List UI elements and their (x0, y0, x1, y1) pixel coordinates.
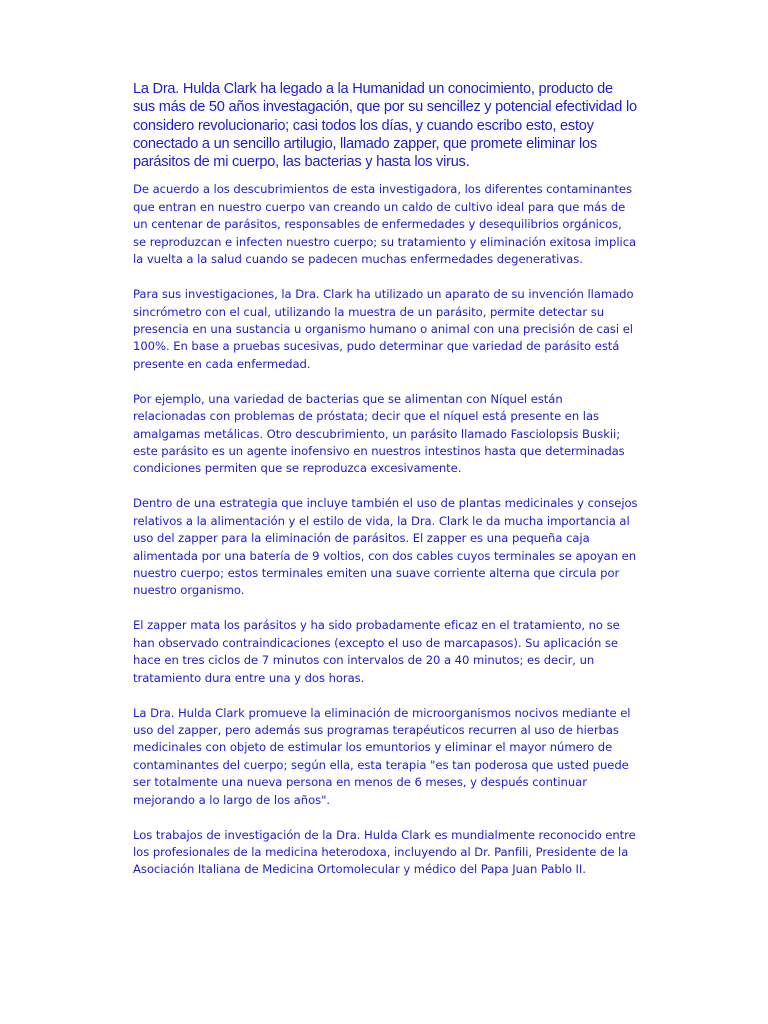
body-paragraph: De acuerdo a los descubrimientos de esta investigadora, los diferentes contaminantes que entran en nuestro cuerpo van creando un caldo de cultivo ideal para que más de un centenar de parásitos, responsables de enfermedades y desequilibrios orgánicos, se reproduzcan e infecten nuestro cuerpo; su tratamiento y eliminación exitosa implica la vuelta a la salud cuando se padecen muchas enfermedades degenerativas. (133, 182, 637, 267)
document-body (133, 80, 638, 896)
body-paragraph: Para sus investigaciones, la Dra. Clark ha utilizado un aparato de su invención llamado sincrómetro con el cual, utilizando la muestra de un parásito, permite detectar su presencia en una sustancia u organismo humano o animal con una precisión de casi el 100%. En base a pruebas sucesivas, pudo determinar que variedad de parásito está presente en cada enfermedad. (133, 287, 634, 371)
body-paragraph: La Dra. Hulda Clark promueve la eliminación de microorganismos nocivos mediante el uso del zapper, pero además sus programas terapéuticos recurren al uso de hierbas medicinales con objeto de estimular los emuntorios y eliminar el mayor número de contaminantes del cuerpo; según ella, esta terapia "es tan poderosa que usted puede ser totalmente una nueva persona en menos de 6 meses, y después continuar mejorando a lo largo de los años". (133, 705, 631, 807)
body-paragraph: Los trabajos de investigación de la Dra. Hulda Clark es mundialmente reconocido entre los profesionales de la medicina heterodoxa, incluyendo al Dr. Panfili, Presidente de la Asociación Italiana de Medicina Ortomolecular y médico del Papa Juan Pablo II. (133, 827, 636, 877)
body-paragraph: Por ejemplo, una variedad de bacterias que se alimentan con Níquel están relacionadas con problemas de próstata; decir que el níquel está presente en las amalgamas metálicas. Otro descubrimiento, un parásito llamado Fasciolopsis Buskii; este parásito es un agente inofensivo en nuestros intestinos hasta que determinadas condiciones permiten que se reproduzca excesivamente. (133, 391, 625, 476)
body-paragraph: Dentro de una estrategia que incluye también el uso de plantas medicinales y consejos relativos a la alimentación y el estilo de vida, la Dra. Clark le da mucha importancia al uso del zapper para la eliminación de parásitos. El zapper es una pequeña caja alimentada por una batería de 9 voltios, con dos cables cuyos terminales se apoyan en nuestro cuerpo; estos terminales emiten una suave corriente alterna que circula por nuestro organismo. (133, 496, 638, 598)
lead-paragraph: La Dra. Hulda Clark ha legado a la Humanidad un conocimiento, producto de sus más de 50 años investagación, que por su sencillez y potencial efectividad lo considero revolucionario; casi todos los días, y cuando escribo esto, estoy conectado a un sencillo artilugio, llamado zapper, que promete eliminar los parásitos de mi cuerpo, las bacterias y hasta los virus. (133, 81, 637, 171)
body-paragraph: El zapper mata los parásitos y ha sido probadamente eficaz en el tratamiento, no se han observado contraindicaciones (excepto el uso de marcapasos). Su aplicación se hace en tres ciclos de 7 minutos con intervalos de 20 a 40 minutos; es decir, un tratamiento dura entre una y dos horas. (133, 618, 620, 685)
